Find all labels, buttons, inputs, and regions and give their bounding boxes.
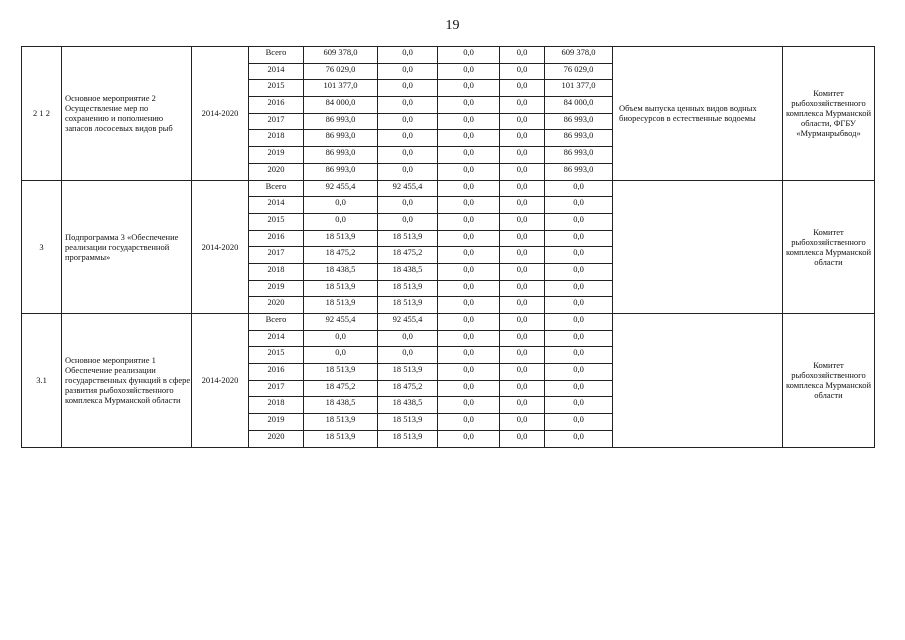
value-cell: 0,0 bbox=[545, 430, 613, 447]
year-cell: 2015 bbox=[249, 213, 304, 230]
value-cell: 18 438,5 bbox=[304, 397, 378, 414]
value-cell: 0,0 bbox=[500, 263, 545, 280]
value-cell: 0,0 bbox=[500, 197, 545, 214]
value-cell: 0,0 bbox=[378, 213, 438, 230]
value-cell: 86 993,0 bbox=[545, 113, 613, 130]
value-cell: 0,0 bbox=[438, 113, 500, 130]
value-cell: 0,0 bbox=[438, 47, 500, 64]
year-cell: 2020 bbox=[249, 430, 304, 447]
value-cell: 18 513,9 bbox=[304, 430, 378, 447]
value-cell: 0,0 bbox=[500, 247, 545, 264]
period: 2014-2020 bbox=[192, 180, 249, 314]
value-cell: 609 378,0 bbox=[545, 47, 613, 64]
year-cell: 2016 bbox=[249, 230, 304, 247]
value-cell: 0,0 bbox=[438, 280, 500, 297]
value-cell: 0,0 bbox=[545, 380, 613, 397]
indicator bbox=[613, 180, 783, 314]
table-row bbox=[22, 47, 875, 64]
value-cell: 0,0 bbox=[545, 414, 613, 431]
value-cell: 86 993,0 bbox=[545, 163, 613, 180]
value-cell: 101 377,0 bbox=[545, 80, 613, 97]
year-cell: 2014 bbox=[249, 330, 304, 347]
value-cell: 92 455,4 bbox=[304, 180, 378, 197]
value-cell: 0,0 bbox=[438, 330, 500, 347]
value-cell: 18 438,5 bbox=[378, 263, 438, 280]
activity-name: Основное мероприятие 2 Осуществление мер по сохранению и пополнению запасов лососевых видов рыб bbox=[62, 47, 192, 181]
value-cell: 0,0 bbox=[500, 230, 545, 247]
value-cell: 0,0 bbox=[545, 197, 613, 214]
value-cell: 0,0 bbox=[438, 347, 500, 364]
value-cell: 18 513,9 bbox=[304, 414, 378, 431]
table-row bbox=[22, 314, 875, 331]
value-cell: 0,0 bbox=[304, 347, 378, 364]
indicator: Объем выпуска ценных видов водных биоресурсов в естественные водоемы bbox=[613, 47, 783, 181]
value-cell: 86 993,0 bbox=[545, 147, 613, 164]
year-cell: 2014 bbox=[249, 197, 304, 214]
value-cell: 76 029,0 bbox=[304, 63, 378, 80]
value-cell: 0,0 bbox=[378, 163, 438, 180]
value-cell: 0,0 bbox=[545, 280, 613, 297]
value-cell: 18 475,2 bbox=[304, 380, 378, 397]
table-row bbox=[22, 180, 875, 197]
activity-name: Подпрограмма 3 «Обеспечение реализации государственной программы» bbox=[62, 180, 192, 314]
value-cell: 0,0 bbox=[545, 180, 613, 197]
value-cell: 0,0 bbox=[545, 247, 613, 264]
year-cell: 2015 bbox=[249, 347, 304, 364]
value-cell: 0,0 bbox=[438, 180, 500, 197]
value-cell: 0,0 bbox=[500, 180, 545, 197]
value-cell: 18 513,9 bbox=[378, 280, 438, 297]
value-cell: 0,0 bbox=[438, 364, 500, 381]
year-cell: 2016 bbox=[249, 364, 304, 381]
value-cell: 92 455,4 bbox=[378, 314, 438, 331]
value-cell: 92 455,4 bbox=[304, 314, 378, 331]
value-cell: 18 475,2 bbox=[378, 380, 438, 397]
value-cell: 0,0 bbox=[438, 213, 500, 230]
value-cell: 92 455,4 bbox=[378, 180, 438, 197]
value-cell: 86 993,0 bbox=[545, 130, 613, 147]
year-cell: Всего bbox=[249, 47, 304, 64]
activity-name: Основное мероприятие 1 Обеспечение реализации государственных функций в сфере развития рыбохозяйственного комплекса Мурманской области bbox=[62, 314, 192, 448]
value-cell: 18 513,9 bbox=[304, 230, 378, 247]
value-cell: 0,0 bbox=[545, 297, 613, 314]
value-cell: 0,0 bbox=[378, 63, 438, 80]
value-cell: 0,0 bbox=[500, 97, 545, 114]
value-cell: 0,0 bbox=[378, 97, 438, 114]
value-cell: 0,0 bbox=[545, 330, 613, 347]
value-cell: 0,0 bbox=[438, 247, 500, 264]
year-cell: 2018 bbox=[249, 263, 304, 280]
value-cell: 0,0 bbox=[438, 297, 500, 314]
value-cell: 0,0 bbox=[438, 430, 500, 447]
value-cell: 0,0 bbox=[304, 330, 378, 347]
year-cell: 2020 bbox=[249, 297, 304, 314]
value-cell: 18 513,9 bbox=[304, 280, 378, 297]
value-cell: 0,0 bbox=[545, 397, 613, 414]
executor: Комитет рыбохозяйственного комплекса Мурманской области, ФГБУ «Мурманрыбвод» bbox=[783, 47, 875, 181]
value-cell: 0,0 bbox=[378, 330, 438, 347]
value-cell: 0,0 bbox=[438, 63, 500, 80]
value-cell: 0,0 bbox=[545, 347, 613, 364]
year-cell: 2018 bbox=[249, 397, 304, 414]
value-cell: 18 513,9 bbox=[304, 364, 378, 381]
value-cell: 0,0 bbox=[438, 397, 500, 414]
value-cell: 0,0 bbox=[500, 297, 545, 314]
value-cell: 18 438,5 bbox=[304, 263, 378, 280]
value-cell: 0,0 bbox=[438, 197, 500, 214]
year-cell: 2016 bbox=[249, 97, 304, 114]
value-cell: 0,0 bbox=[438, 263, 500, 280]
value-cell: 101 377,0 bbox=[304, 80, 378, 97]
value-cell: 0,0 bbox=[438, 414, 500, 431]
value-cell: 0,0 bbox=[500, 280, 545, 297]
value-cell: 0,0 bbox=[500, 364, 545, 381]
value-cell: 18 513,9 bbox=[378, 414, 438, 431]
value-cell: 0,0 bbox=[438, 80, 500, 97]
value-cell: 18 513,9 bbox=[378, 364, 438, 381]
value-cell: 0,0 bbox=[500, 397, 545, 414]
value-cell: 0,0 bbox=[545, 230, 613, 247]
value-cell: 86 993,0 bbox=[304, 130, 378, 147]
value-cell: 0,0 bbox=[500, 430, 545, 447]
value-cell: 0,0 bbox=[500, 330, 545, 347]
value-cell: 0,0 bbox=[500, 314, 545, 331]
value-cell: 0,0 bbox=[500, 80, 545, 97]
value-cell: 0,0 bbox=[500, 163, 545, 180]
value-cell: 18 438,5 bbox=[378, 397, 438, 414]
value-cell: 18 513,9 bbox=[378, 297, 438, 314]
value-cell: 84 000,0 bbox=[545, 97, 613, 114]
value-cell: 0,0 bbox=[500, 47, 545, 64]
value-cell: 0,0 bbox=[378, 197, 438, 214]
value-cell: 0,0 bbox=[438, 130, 500, 147]
value-cell: 0,0 bbox=[378, 347, 438, 364]
year-cell: Всего bbox=[249, 180, 304, 197]
year-cell: 2015 bbox=[249, 80, 304, 97]
value-cell: 18 513,9 bbox=[378, 230, 438, 247]
value-cell: 609 378,0 bbox=[304, 47, 378, 64]
period: 2014-2020 bbox=[192, 314, 249, 448]
value-cell: 86 993,0 bbox=[304, 113, 378, 130]
year-cell: 2019 bbox=[249, 147, 304, 164]
table-body bbox=[22, 47, 875, 448]
value-cell: 0,0 bbox=[438, 230, 500, 247]
value-cell: 0,0 bbox=[500, 347, 545, 364]
value-cell: 0,0 bbox=[438, 97, 500, 114]
year-cell: Всего bbox=[249, 314, 304, 331]
value-cell: 0,0 bbox=[500, 380, 545, 397]
value-cell: 0,0 bbox=[545, 364, 613, 381]
value-cell: 0,0 bbox=[500, 213, 545, 230]
value-cell: 18 475,2 bbox=[378, 247, 438, 264]
value-cell: 0,0 bbox=[304, 213, 378, 230]
year-cell: 2017 bbox=[249, 113, 304, 130]
year-cell: 2020 bbox=[249, 163, 304, 180]
row-number: 3.1 bbox=[22, 314, 62, 448]
year-cell: 2014 bbox=[249, 63, 304, 80]
value-cell: 0,0 bbox=[545, 213, 613, 230]
value-cell: 76 029,0 bbox=[545, 63, 613, 80]
value-cell: 18 475,2 bbox=[304, 247, 378, 264]
program-table bbox=[21, 46, 875, 448]
value-cell: 0,0 bbox=[304, 197, 378, 214]
value-cell: 86 993,0 bbox=[304, 147, 378, 164]
value-cell: 84 000,0 bbox=[304, 97, 378, 114]
year-cell: 2019 bbox=[249, 280, 304, 297]
row-number: 2 1 2 bbox=[22, 47, 62, 181]
value-cell: 0,0 bbox=[500, 414, 545, 431]
value-cell: 0,0 bbox=[438, 147, 500, 164]
year-cell: 2017 bbox=[249, 380, 304, 397]
value-cell: 0,0 bbox=[378, 80, 438, 97]
executor: Комитет рыбохозяйственного комплекса Мурманской области bbox=[783, 314, 875, 448]
value-cell: 0,0 bbox=[378, 113, 438, 130]
page-number: 19 bbox=[445, 18, 460, 33]
value-cell: 0,0 bbox=[438, 314, 500, 331]
value-cell: 0,0 bbox=[500, 63, 545, 80]
value-cell: 0,0 bbox=[378, 47, 438, 64]
value-cell: 0,0 bbox=[438, 380, 500, 397]
value-cell: 0,0 bbox=[438, 163, 500, 180]
executor: Комитет рыбохозяйственного комплекса Мурманской области bbox=[783, 180, 875, 314]
value-cell: 18 513,9 bbox=[378, 430, 438, 447]
value-cell: 0,0 bbox=[378, 147, 438, 164]
value-cell: 0,0 bbox=[500, 113, 545, 130]
value-cell: 0,0 bbox=[500, 147, 545, 164]
value-cell: 86 993,0 bbox=[304, 163, 378, 180]
row-number: 3 bbox=[22, 180, 62, 314]
year-cell: 2018 bbox=[249, 130, 304, 147]
year-cell: 2019 bbox=[249, 414, 304, 431]
year-cell: 2017 bbox=[249, 247, 304, 264]
value-cell: 0,0 bbox=[378, 130, 438, 147]
indicator bbox=[613, 314, 783, 448]
period: 2014-2020 bbox=[192, 47, 249, 181]
value-cell: 0,0 bbox=[545, 263, 613, 280]
value-cell: 18 513,9 bbox=[304, 297, 378, 314]
value-cell: 0,0 bbox=[545, 314, 613, 331]
value-cell: 0,0 bbox=[500, 130, 545, 147]
